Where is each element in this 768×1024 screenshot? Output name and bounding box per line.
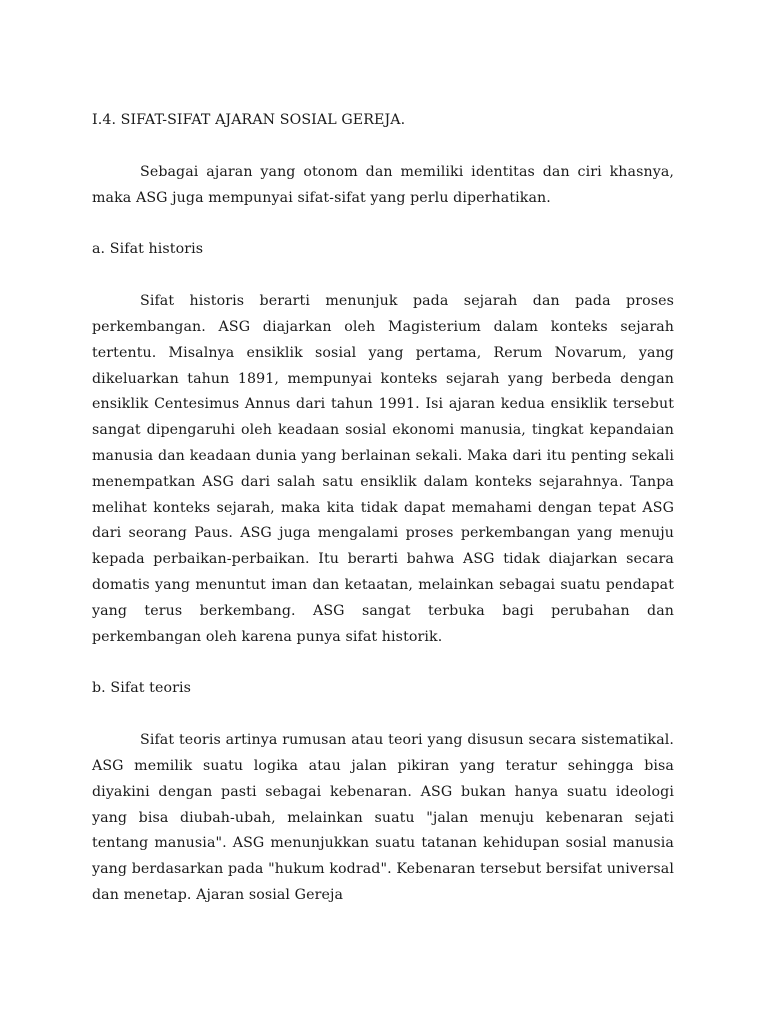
subsection-title-historis: a. Sifat historis [92, 241, 204, 258]
intro-paragraph: Sebagai ajaran yang otonom dan memiliki identitas dan ciri khasnya, maka ASG juga mempunyai sifat-sifat yang perlu diperhatikan. [92, 163, 674, 206]
section-heading: I.4. SIFAT-SIFAT AJARAN SOSIAL GEREJA. [92, 112, 406, 128]
subsection-paragraph-historis: Sifat historis berarti menunjuk pada sejarah dan pada proses perkembangan. ASG diajarkan oleh Magisterium dalam konteks sejarah tertentu. Misalnya ensiklik sosial yang pertama, Rerum Novarum, yang dikeluarkan tahun 1891, mempunyai konteks sejarah yang berbeda dengan ensiklik Centesimus Annus dari tahun 1991. Isi ajaran kedua ensiklik tersebut sangat dipengaruhi oleh keadaan sosial ekonomi manusia, tingkat kepandaian manusia dan keadaan dunia yang berlainan sekali. Maka dari itu penting sekali menempatkan ASG dari salah satu ensiklik dalam konteks sejarahnya. Tanpa melihat konteks sejarah, maka kita tidak dapat memahami dengan tepat ASG dari seorang Paus. ASG juga mengalami proses perkembangan yang menuju kepada perbaikan-perbaikan. Itu berarti bahwa ASG tidak diajarkan secara domatis yang menuntut iman dan ketaatan, melainkan sebagai suatu pendapat yang terus berkembang. ASG sangat terbuka bagi perubahan dan perkembangan oleh karena punya sifat historik. [92, 293, 674, 645]
subsection-title-teoris: b. Sifat teoris [92, 680, 192, 697]
subsection-paragraph-teoris: Sifat teoris artinya rumusan atau teori yang disusun secara sistematikal. ASG memilik suatu logika atau jalan pikiran yang teratur sehingga bisa diyakini dengan pasti sebagai kebenaran. ASG bukan hanya suatu ideologi yang bisa diubah-ubah, melainkan suatu "jalan menuju kebenaran sejati tentang manusia". ASG menunjukkan suatu tatanan kehidupan sosial manusia yang berdasarkan pada "hukum kodrad". Kebenaran tersebut bersifat universal dan menetap. Ajaran sosial Gereja [92, 732, 674, 903]
document-page [92, 108, 674, 935]
